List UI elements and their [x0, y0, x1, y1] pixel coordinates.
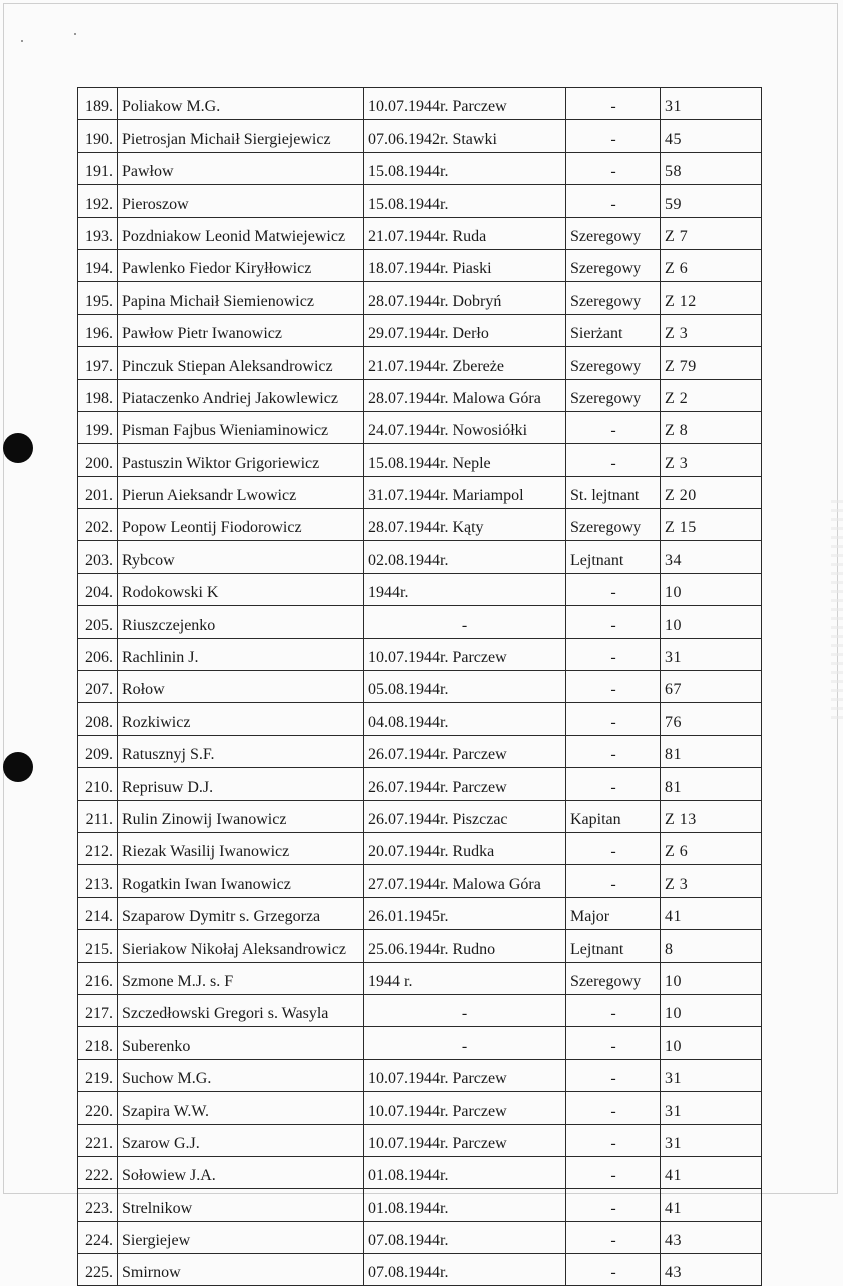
person-name-cell: Rogatkin Iwan Iwanowicz — [118, 865, 364, 897]
row-number-cell: 199. — [78, 411, 118, 443]
unit-number-cell: 76 — [661, 703, 762, 735]
table-row — [78, 1156, 762, 1188]
rank-cell: St. lejtnant — [566, 476, 661, 508]
rank-cell: Szeregowy — [566, 509, 661, 541]
table-row — [78, 282, 762, 314]
rank-cell: - — [566, 703, 661, 735]
table-row — [78, 314, 762, 346]
unit-number-cell: 41 — [661, 1189, 762, 1221]
row-number-cell: 218. — [78, 1027, 118, 1059]
row-number-cell: 212. — [78, 832, 118, 864]
date-place-cell: 15.08.1944r. Neple — [364, 444, 566, 476]
row-number-cell: 219. — [78, 1059, 118, 1091]
person-name-cell: Pinczuk Stiepan Aleksandrowicz — [118, 347, 364, 379]
table-row — [78, 573, 762, 605]
person-name-cell: Pawłow Pietr Iwanowicz — [118, 314, 364, 346]
rank-cell: - — [566, 120, 661, 152]
table-row — [78, 832, 762, 864]
date-place-cell: - — [364, 1027, 566, 1059]
table-row — [78, 897, 762, 929]
unit-number-cell: Z 3 — [661, 865, 762, 897]
unit-number-cell: 58 — [661, 152, 762, 184]
table-row — [78, 1254, 762, 1286]
date-place-cell: 29.07.1944r. Derło — [364, 314, 566, 346]
rank-cell: Szeregowy — [566, 962, 661, 994]
date-place-cell: 28.07.1944r. Kąty — [364, 509, 566, 541]
person-name-cell: Pietrosjan Michaił Siergiejewicz — [118, 120, 364, 152]
row-number-cell: 202. — [78, 509, 118, 541]
records-table-body — [78, 88, 762, 1286]
date-place-cell: 15.08.1944r. — [364, 152, 566, 184]
table-row — [78, 735, 762, 767]
person-name-cell: Riezak Wasilij Iwanowicz — [118, 832, 364, 864]
date-place-cell: 21.07.1944r. Ruda — [364, 217, 566, 249]
row-number-cell: 197. — [78, 347, 118, 379]
person-name-cell: Szczedłowski Gregori s. Wasyla — [118, 994, 364, 1026]
rank-cell: Lejtnant — [566, 930, 661, 962]
person-name-cell: Rachlinin J. — [118, 638, 364, 670]
rank-cell: - — [566, 994, 661, 1026]
unit-number-cell: 41 — [661, 1156, 762, 1188]
date-place-cell: 10.07.1944r. Parczew — [364, 638, 566, 670]
row-number-cell: 222. — [78, 1156, 118, 1188]
person-name-cell: Reprisuw D.J. — [118, 768, 364, 800]
rank-cell: - — [566, 832, 661, 864]
unit-number-cell: 45 — [661, 120, 762, 152]
row-number-cell: 216. — [78, 962, 118, 994]
table-row — [78, 638, 762, 670]
rank-cell: Kapitan — [566, 800, 661, 832]
date-place-cell: 24.07.1944r. Nowosiółki — [364, 411, 566, 443]
person-name-cell: Pawlenko Fiedor Kiryłłowicz — [118, 249, 364, 281]
row-number-cell: 224. — [78, 1221, 118, 1253]
date-place-cell: 02.08.1944r. — [364, 541, 566, 573]
date-place-cell: 28.07.1944r. Dobryń — [364, 282, 566, 314]
row-number-cell: 221. — [78, 1124, 118, 1156]
date-place-cell: 25.06.1944r. Rudno — [364, 930, 566, 962]
date-place-cell: 01.08.1944r. — [364, 1156, 566, 1188]
row-number-cell: 195. — [78, 282, 118, 314]
unit-number-cell: 31 — [661, 638, 762, 670]
date-place-cell: 10.07.1944r. Parczew — [364, 1092, 566, 1124]
punch-hole — [3, 752, 33, 782]
rank-cell: - — [566, 606, 661, 638]
rank-cell: - — [566, 1189, 661, 1221]
date-place-cell: - — [364, 606, 566, 638]
unit-number-cell: Z 3 — [661, 444, 762, 476]
person-name-cell: Szaparow Dymitr s. Grzegorza — [118, 897, 364, 929]
date-place-cell: 07.06.1942r. Stawki — [364, 120, 566, 152]
date-place-cell: 27.07.1944r. Malowa Góra — [364, 865, 566, 897]
date-place-cell: 26.01.1945r. — [364, 897, 566, 929]
scan-speck — [21, 40, 23, 42]
table-row — [78, 703, 762, 735]
table-row — [78, 379, 762, 411]
person-name-cell: Sołowiew J.A. — [118, 1156, 364, 1188]
rank-cell: Major — [566, 897, 661, 929]
scan-speck — [74, 33, 76, 35]
unit-number-cell: 43 — [661, 1254, 762, 1286]
date-place-cell: 04.08.1944r. — [364, 703, 566, 735]
rank-cell: - — [566, 1156, 661, 1188]
unit-number-cell: 10 — [661, 573, 762, 605]
row-number-cell: 215. — [78, 930, 118, 962]
date-place-cell: 26.07.1944r. Parczew — [364, 768, 566, 800]
rank-cell: Szeregowy — [566, 282, 661, 314]
rank-cell: - — [566, 411, 661, 443]
person-name-cell: Pieroszow — [118, 185, 364, 217]
unit-number-cell: 34 — [661, 541, 762, 573]
person-name-cell: Pastuszin Wiktor Grigoriewicz — [118, 444, 364, 476]
date-place-cell: 1944 r. — [364, 962, 566, 994]
person-name-cell: Pierun Aieksandr Lwowicz — [118, 476, 364, 508]
person-name-cell: Sieriakow Nikołaj Aleksandrowicz — [118, 930, 364, 962]
person-name-cell: Rybcow — [118, 541, 364, 573]
row-number-cell: 223. — [78, 1189, 118, 1221]
row-number-cell: 204. — [78, 573, 118, 605]
row-number-cell: 209. — [78, 735, 118, 767]
rank-cell: Szeregowy — [566, 249, 661, 281]
rank-cell: Szeregowy — [566, 347, 661, 379]
row-number-cell: 193. — [78, 217, 118, 249]
table-row — [78, 994, 762, 1026]
date-place-cell: 10.07.1944r. Parczew — [364, 1124, 566, 1156]
date-place-cell: - — [364, 994, 566, 1026]
date-place-cell: 10.07.1944r. Parczew — [364, 1059, 566, 1091]
date-place-cell: 21.07.1944r. Zbereże — [364, 347, 566, 379]
person-name-cell: Siergiejew — [118, 1221, 364, 1253]
table-row — [78, 249, 762, 281]
unit-number-cell: 10 — [661, 994, 762, 1026]
bleed-through-marks — [831, 500, 843, 720]
date-place-cell: 26.07.1944r. Piszczac — [364, 800, 566, 832]
person-name-cell: Rołow — [118, 671, 364, 703]
rank-cell: - — [566, 1124, 661, 1156]
row-number-cell: 190. — [78, 120, 118, 152]
rank-cell: Szeregowy — [566, 217, 661, 249]
table-row — [78, 800, 762, 832]
rank-cell: - — [566, 444, 661, 476]
unit-number-cell: Z 3 — [661, 314, 762, 346]
unit-number-cell: Z 79 — [661, 347, 762, 379]
person-name-cell: Szarow G.J. — [118, 1124, 364, 1156]
row-number-cell: 207. — [78, 671, 118, 703]
row-number-cell: 198. — [78, 379, 118, 411]
unit-number-cell: 31 — [661, 1059, 762, 1091]
unit-number-cell: 31 — [661, 88, 762, 120]
row-number-cell: 205. — [78, 606, 118, 638]
date-place-cell: 1944r. — [364, 573, 566, 605]
table-row — [78, 347, 762, 379]
unit-number-cell: 10 — [661, 606, 762, 638]
unit-number-cell: Z 13 — [661, 800, 762, 832]
person-name-cell: Rodokowski K — [118, 573, 364, 605]
row-number-cell: 201. — [78, 476, 118, 508]
row-number-cell: 203. — [78, 541, 118, 573]
person-name-cell: Suchow M.G. — [118, 1059, 364, 1091]
table-row — [78, 671, 762, 703]
unit-number-cell: 81 — [661, 735, 762, 767]
row-number-cell: 211. — [78, 800, 118, 832]
table-row — [78, 509, 762, 541]
person-name-cell: Rozkiwicz — [118, 703, 364, 735]
row-number-cell: 191. — [78, 152, 118, 184]
unit-number-cell: 10 — [661, 962, 762, 994]
unit-number-cell: 43 — [661, 1221, 762, 1253]
row-number-cell: 200. — [78, 444, 118, 476]
unit-number-cell: Z 6 — [661, 832, 762, 864]
row-number-cell: 208. — [78, 703, 118, 735]
row-number-cell: 220. — [78, 1092, 118, 1124]
table-row — [78, 1124, 762, 1156]
person-name-cell: Rulin Zinowij Iwanowicz — [118, 800, 364, 832]
unit-number-cell: Z 20 — [661, 476, 762, 508]
table-row — [78, 1189, 762, 1221]
person-name-cell: Pawłow — [118, 152, 364, 184]
rank-cell: - — [566, 152, 661, 184]
rank-cell: - — [566, 573, 661, 605]
unit-number-cell: Z 15 — [661, 509, 762, 541]
table-row — [78, 606, 762, 638]
unit-number-cell: 41 — [661, 897, 762, 929]
table-row — [78, 1092, 762, 1124]
person-name-cell: Popow Leontij Fiodorowicz — [118, 509, 364, 541]
date-place-cell: 01.08.1944r. — [364, 1189, 566, 1221]
person-name-cell: Riuszczejenko — [118, 606, 364, 638]
rank-cell: Lejtnant — [566, 541, 661, 573]
person-name-cell: Smirnow — [118, 1254, 364, 1286]
person-name-cell: Papina Michaił Siemienowicz — [118, 282, 364, 314]
rank-cell: Szeregowy — [566, 379, 661, 411]
rank-cell: - — [566, 1027, 661, 1059]
date-place-cell: 07.08.1944r. — [364, 1221, 566, 1253]
table-row — [78, 152, 762, 184]
date-place-cell: 20.07.1944r. Rudka — [364, 832, 566, 864]
unit-number-cell: 31 — [661, 1124, 762, 1156]
rank-cell: - — [566, 671, 661, 703]
rank-cell: Sierżant — [566, 314, 661, 346]
person-name-cell: Pisman Fajbus Wieniaminowicz — [118, 411, 364, 443]
table-row — [78, 476, 762, 508]
unit-number-cell: 10 — [661, 1027, 762, 1059]
rank-cell: - — [566, 735, 661, 767]
unit-number-cell: Z 8 — [661, 411, 762, 443]
rank-cell: - — [566, 1254, 661, 1286]
rank-cell: - — [566, 1221, 661, 1253]
table-row — [78, 185, 762, 217]
person-name-cell: Poliakow M.G. — [118, 88, 364, 120]
rank-cell: - — [566, 88, 661, 120]
person-name-cell: Ratusznyj S.F. — [118, 735, 364, 767]
date-place-cell: 15.08.1944r. — [364, 185, 566, 217]
records-table — [77, 87, 762, 1286]
row-number-cell: 189. — [78, 88, 118, 120]
table-row — [78, 962, 762, 994]
unit-number-cell: 31 — [661, 1092, 762, 1124]
date-place-cell: 07.08.1944r. — [364, 1254, 566, 1286]
unit-number-cell: 81 — [661, 768, 762, 800]
person-name-cell: Piataczenko Andriej Jakowlewicz — [118, 379, 364, 411]
rank-cell: - — [566, 1092, 661, 1124]
row-number-cell: 225. — [78, 1254, 118, 1286]
row-number-cell: 206. — [78, 638, 118, 670]
row-number-cell: 213. — [78, 865, 118, 897]
table-row — [78, 541, 762, 573]
person-name-cell: Pozdniakow Leonid Matwiejewicz — [118, 217, 364, 249]
table-row — [78, 444, 762, 476]
table-row — [78, 768, 762, 800]
unit-number-cell: Z 2 — [661, 379, 762, 411]
rank-cell: - — [566, 768, 661, 800]
rank-cell: - — [566, 185, 661, 217]
row-number-cell: 217. — [78, 994, 118, 1026]
row-number-cell: 194. — [78, 249, 118, 281]
row-number-cell: 210. — [78, 768, 118, 800]
table-row — [78, 865, 762, 897]
table-row — [78, 1059, 762, 1091]
table-row — [78, 1221, 762, 1253]
date-place-cell: 10.07.1944r. Parczew — [364, 88, 566, 120]
unit-number-cell: Z 12 — [661, 282, 762, 314]
punch-hole — [3, 433, 33, 463]
date-place-cell: 28.07.1944r. Malowa Góra — [364, 379, 566, 411]
unit-number-cell: Z 6 — [661, 249, 762, 281]
row-number-cell: 192. — [78, 185, 118, 217]
table-row — [78, 930, 762, 962]
rank-cell: - — [566, 638, 661, 670]
person-name-cell: Szapira W.W. — [118, 1092, 364, 1124]
unit-number-cell: Z 7 — [661, 217, 762, 249]
person-name-cell: Strelnikow — [118, 1189, 364, 1221]
unit-number-cell: 59 — [661, 185, 762, 217]
row-number-cell: 196. — [78, 314, 118, 346]
date-place-cell: 05.08.1944r. — [364, 671, 566, 703]
date-place-cell: 26.07.1944r. Parczew — [364, 735, 566, 767]
rank-cell: - — [566, 865, 661, 897]
unit-number-cell: 67 — [661, 671, 762, 703]
person-name-cell: Suberenko — [118, 1027, 364, 1059]
table-row — [78, 217, 762, 249]
table-row — [78, 1027, 762, 1059]
table-row — [78, 88, 762, 120]
date-place-cell: 31.07.1944r. Mariampol — [364, 476, 566, 508]
table-row — [78, 411, 762, 443]
rank-cell: - — [566, 1059, 661, 1091]
person-name-cell: Szmone M.J. s. F — [118, 962, 364, 994]
row-number-cell: 214. — [78, 897, 118, 929]
unit-number-cell: 8 — [661, 930, 762, 962]
date-place-cell: 18.07.1944r. Piaski — [364, 249, 566, 281]
table-row — [78, 120, 762, 152]
